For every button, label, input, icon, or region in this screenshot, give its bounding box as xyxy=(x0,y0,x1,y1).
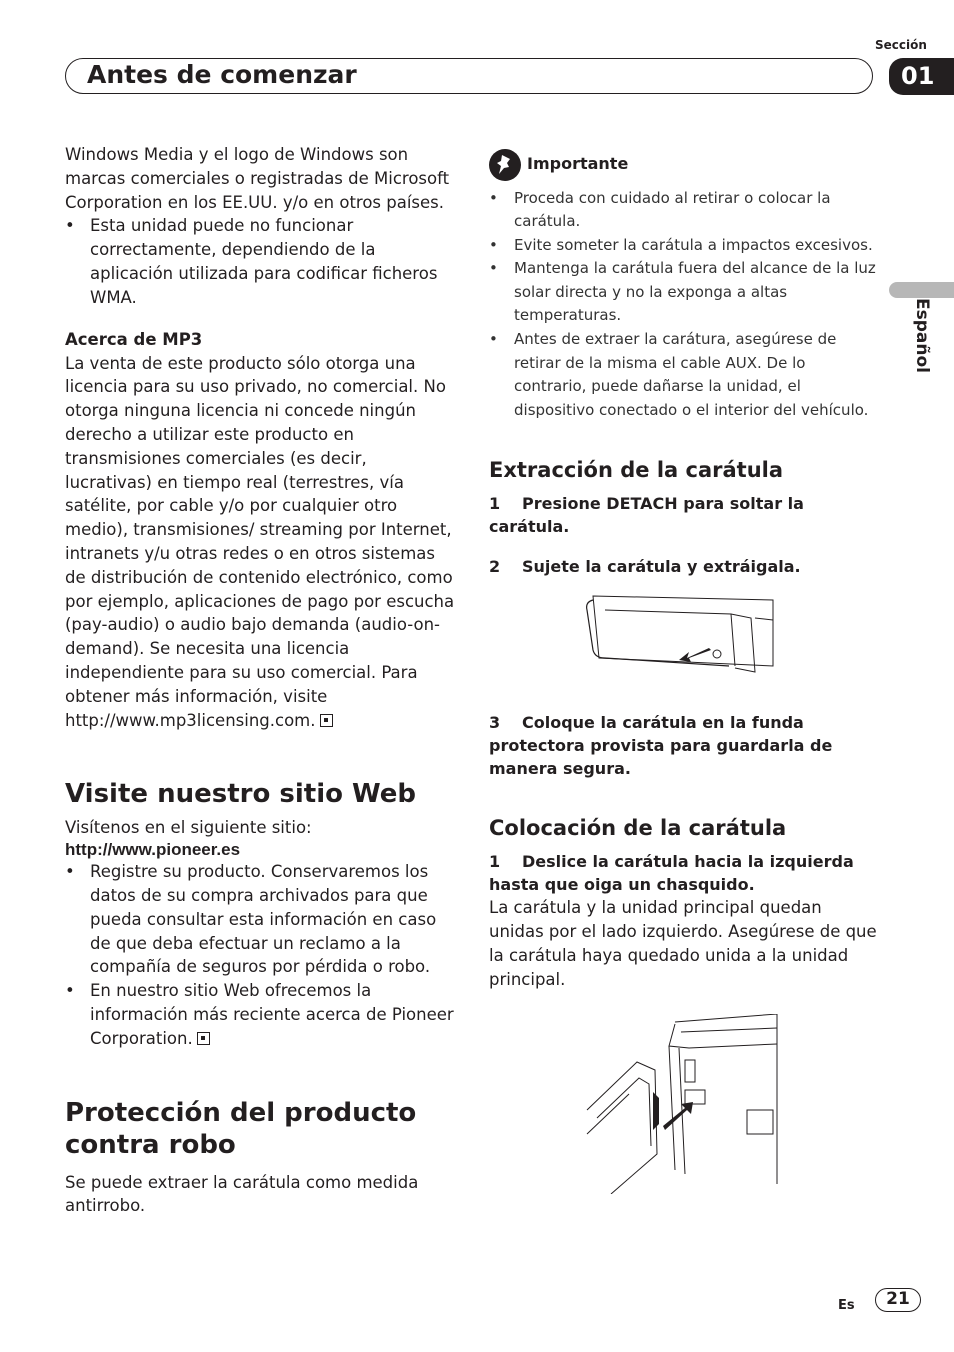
attach-text: La carátula y la unidad principal quedan unidas por el lado izquierdo. Asegúrese de que la carátula haya quedado unida a la unidad principal. xyxy=(489,898,877,989)
page-title: Antes de comenzar xyxy=(87,60,357,89)
pioneer-url[interactable]: http://www.pioneer.es xyxy=(65,840,241,860)
important-bullet: • Antes de extraer la carátura, asegúrese de retirar de la misma el cable AUX. De lo contrario, puede dañarse la unidad, el dispositivo conectado o el interior del vehículo. xyxy=(489,328,879,422)
section-number-badge: 01 xyxy=(889,58,954,95)
page-number: 21 xyxy=(875,1288,921,1312)
web-bullet-info xyxy=(65,979,455,1050)
wma-bullet: • Esta unidad puede no funcionar correctamente, dependiendo de la aplicación utilizada para codificar ficheros WMA. xyxy=(65,214,455,309)
theft-heading: Protección del producto contra robo xyxy=(65,1097,417,1160)
step-number: 1 xyxy=(489,852,501,872)
step-text: Deslice la carátula hacia la izquierda hasta que oiga un chasquido. xyxy=(489,852,854,895)
web-bullet-register: • Registre su producto. Conservaremos los datos de su compra archivados para que pueda consultar esta información en caso de que deba efectuar un reclamo a la compañía de seguros por pérdida o robo. xyxy=(65,860,455,979)
detach-faceplate-illustration xyxy=(489,588,879,693)
windows-media-notice: Windows Media y el logo de Windows son marcas comerciales o registradas de Microsoft Corporation en los EE.UU. y/o en otros países. xyxy=(65,145,450,212)
extract-step-3 xyxy=(489,711,879,780)
left-column xyxy=(65,143,455,1218)
footer-language-code: Es xyxy=(838,1298,855,1313)
right-column xyxy=(489,148,879,1194)
web-bullet-info-text: En nuestro sitio Web ofrecemos la información más reciente acerca de Pioneer Corporation. xyxy=(90,981,454,1048)
attach-heading: Colocación de la carátula xyxy=(489,816,787,841)
attach-step-1 xyxy=(489,850,879,896)
mp3-heading: Acerca de MP3 xyxy=(65,329,203,349)
important-bullet: • Mantenga la carátula fuera del alcance de la luz solar directa y no la exponga a altas temperaturas. xyxy=(489,257,879,328)
pushpin-icon xyxy=(489,149,521,181)
extract-step-1 xyxy=(489,492,879,538)
end-mark-icon xyxy=(320,714,333,727)
end-mark-icon xyxy=(197,1032,210,1045)
mp3-url[interactable]: http://www.mp3licensing.com. xyxy=(65,710,316,730)
mp3-url-line xyxy=(65,709,455,733)
step-text: Coloque la carátula en la funda protectora provista para guardarla de manera segura. xyxy=(489,713,833,779)
language-side-tab xyxy=(889,282,954,298)
extract-heading: Extracción de la carátula xyxy=(489,458,784,483)
language-side-label: Español xyxy=(912,298,932,373)
important-bullet: • Proceda con cuidado al retirar o colocar la carátula. xyxy=(489,187,879,234)
theft-text: Se puede extraer la carátula como medida antirrobo. xyxy=(65,1172,419,1216)
step-number: 3 xyxy=(489,713,501,733)
attach-faceplate-illustration xyxy=(489,1014,879,1194)
step-number: 1 xyxy=(489,494,501,514)
important-notice xyxy=(489,148,879,181)
section-label: Sección xyxy=(875,38,927,52)
mp3-text: La venta de este producto sólo otorga una licencia para su uso privado, no comercial. No otorga ninguna licencia ni concede ningún derecho a utilizar este producto en transmisiones comerciales (es decir, lucrativas) en tiempo real (terrestres, vía satélite, por cable y/o por cualquier otro medio), transmisiones/ streaming por Internet, intranets y/u otras redes o en otros sistemas de distribución de contenido electrónico, como por ejemplo, aplicaciones de pago por escucha (pay-audio) o audio bajo demanda (audio-on-demand). Se necesita una licencia independiente para su uso comercial. Para obtener más información, visite xyxy=(65,353,455,706)
web-heading: Visite nuestro sitio Web xyxy=(65,779,417,810)
extract-step-2 xyxy=(489,555,879,578)
important-bullet: • Evite someter la carátula a impactos excesivos. xyxy=(489,234,879,258)
step-text: Presione DETACH para soltar la carátula. xyxy=(489,494,804,537)
web-intro: Visítenos en el siguiente sitio: xyxy=(65,818,312,838)
step-number: 2 xyxy=(489,557,501,577)
step-text: Sujete la carátula y extráigala. xyxy=(522,557,801,577)
important-label: Importante xyxy=(527,154,629,173)
